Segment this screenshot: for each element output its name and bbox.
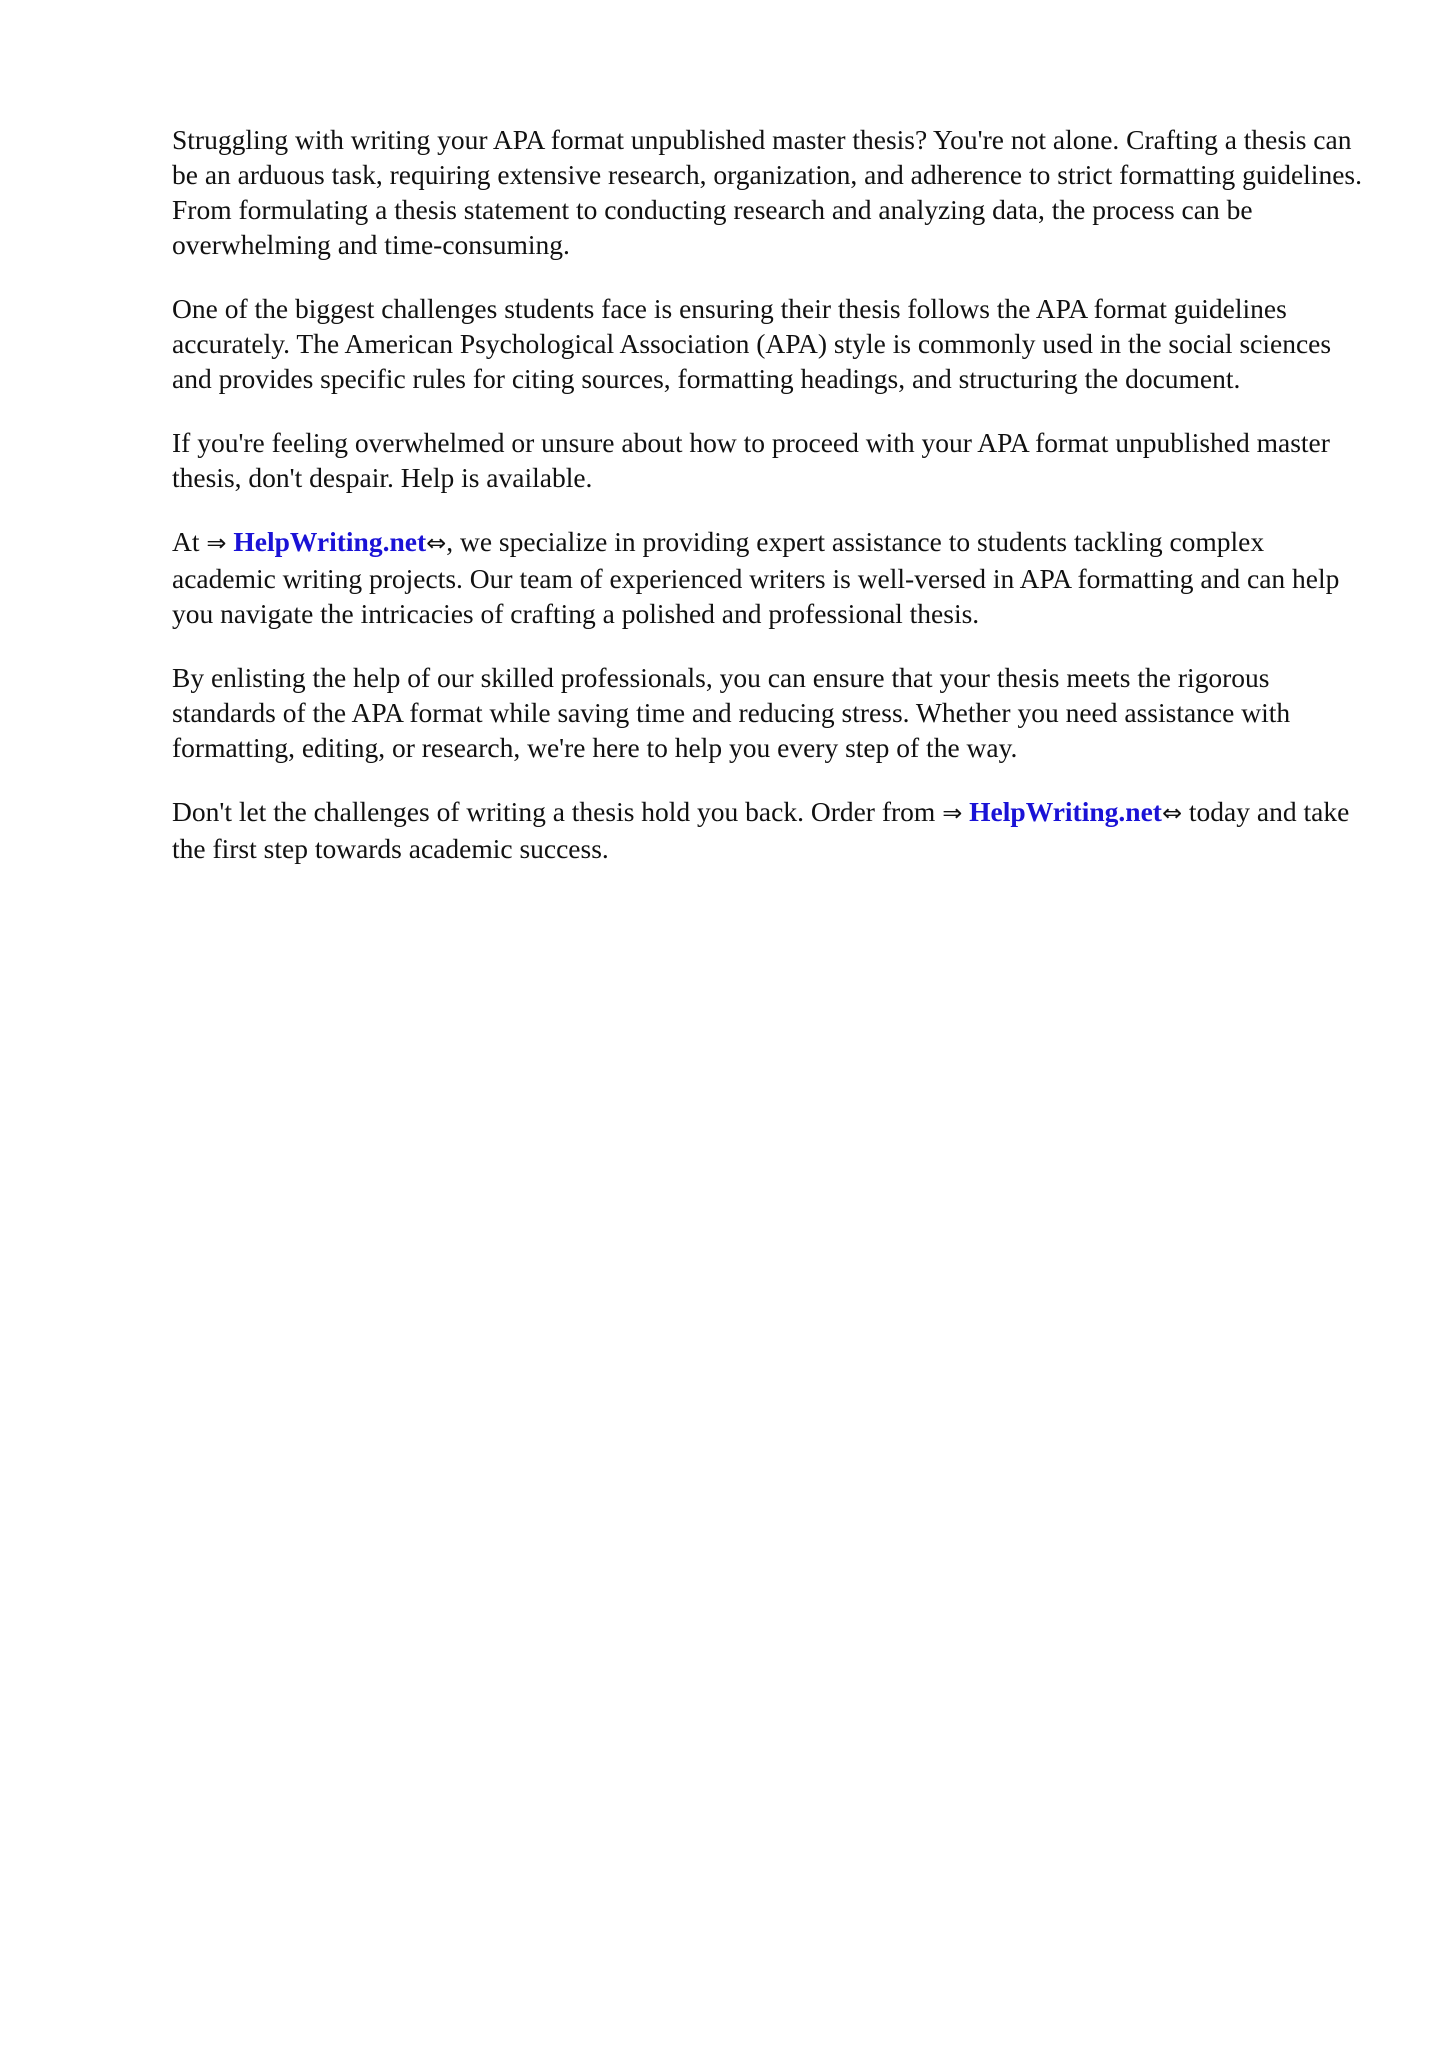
left-right-arrow-icon: ⇔ [426,529,447,557]
paragraph-call-to-action [172,794,1372,866]
paragraph-intro: Struggling with writing your APA format unpublished master thesis? You're not alone. Crafting a thesis can be an arduous task, requiring extensive research, organization, and adherence to strict formatting guidelines. From formulating a thesis statement to conducting research and analyzing data, the process can be overwhelming and time-consuming. [172,124,1362,260]
paragraph-call-to-action-before: Don't let the challenges of writing a thesis hold you back. Order from [172,796,943,827]
paragraph-apa-challenges: One of the biggest challenges students face is ensuring their thesis follows the APA format guidelines accurately. The American Psychological Association (APA) style is commonly used in the social sciences and provides specific rules for citing sources, formatting headings, and structuring the document. [172,293,1332,394]
paragraph-service-intro-before: At [172,526,207,557]
paragraph-service-intro-after: , we specialize in providing expert assistance to students tackling complex academic writing projects. Our team of experienced writers is well-versed in APA formatting and can help you navigate the intricacies of crafting a polished and professional thesis. [172,526,1340,629]
helpwriting-link-order[interactable]: HelpWriting.net [969,796,1162,827]
helpwriting-link[interactable]: HelpWriting.net [233,526,427,557]
paragraph-call-to-action-after: today and take the first step towards academic success. [172,796,1350,864]
document-body [172,122,1372,895]
paragraph-reassurance: If you're feeling overwhelmed or unsure about how to proceed with your APA format unpublished master thesis, don't despair. Help is available. [172,427,1330,493]
right-arrow-icon: ⇒ [942,799,963,827]
paragraph-benefits: By enlisting the help of our skilled professionals, you can ensure that your thesis meets the rigorous standards of the APA format while saving time and reducing stress. Whether you need assistance with formatting, editing, or research, we're here to help you every step of the way. [172,662,1291,763]
left-right-arrow-icon: ⇔ [1161,799,1183,827]
right-arrow-icon: ⇒ [206,529,227,557]
paragraph-service-intro [172,524,1372,631]
